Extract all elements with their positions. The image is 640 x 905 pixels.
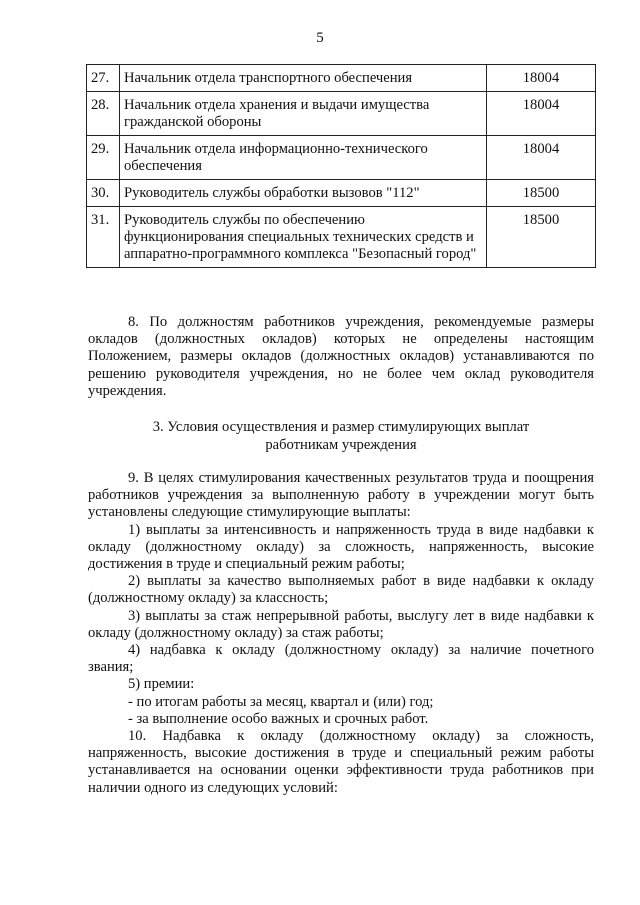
row-number: 31.: [87, 207, 120, 268]
list-item: 1) выплаты за интенсивность и напряженность труда в виде надбавки к окладу (должностному окладу) за сложность, напряженность, высокие достижения в труде и специальный режим работы;: [88, 521, 594, 573]
paragraph-8-block: [88, 314, 594, 400]
position-title: Руководитель службы по обеспечению функционирования специальных технических средств и аппаратно-программного комплекса "Безопасный город": [120, 207, 487, 268]
table-row: [87, 207, 596, 268]
list-item: 3) выплаты за стаж непрерывной работы, выслугу лет в виде надбавки к окладу (должностному окладу) за стаж работы;: [88, 607, 594, 641]
salary-value: 18500: [487, 180, 596, 207]
table-row: [87, 92, 596, 136]
row-number: 28.: [87, 92, 120, 136]
paragraph-9-intro: 9. В целях стимулирования качественных результатов труда и поощрения работников учреждения за выполненную работу в учреждении могут быть установлены следующие стимулирующие выплаты:: [88, 470, 594, 521]
table-row: [87, 136, 596, 180]
salary-value: 18500: [487, 207, 596, 268]
row-number: 30.: [87, 180, 120, 207]
section-heading-line-1: 3. Условия осуществления и размер стимулирующих выплат: [152, 419, 530, 435]
list-item: - за выполнение особо важных и срочных работ.: [128, 710, 429, 727]
paragraph-10: 10. Надбавка к окладу (должностному окладу) за сложность, напряженность, высокие достижения в труде и специальный режим работы устанавливается на основании оценки эффективности труда работников при наличии одного из следующих условий:: [88, 728, 594, 796]
list-item: - по итогам работы за месяц, квартал и (или) год;: [128, 693, 434, 710]
section-heading: [88, 418, 594, 454]
salary-value: 18004: [487, 136, 596, 180]
salary-value: 18004: [487, 92, 596, 136]
list-item: 4) надбавка к окладу (должностному окладу) за наличие почетного звания;: [88, 642, 594, 676]
section-heading-line-2: работникам учреждения: [265, 437, 417, 453]
position-title: Начальник отдела транспортного обеспечения: [120, 65, 487, 92]
position-title: Руководитель службы обработки вызовов "112": [120, 180, 487, 207]
table-row: [87, 180, 596, 207]
paragraph-8: 8. По должностям работников учреждения, рекомендуемые размеры окладов (должностных окладов) которых не определены настоящим Положением, размеры окладов (должностных окладов) устанавливаются по решению руководителя учреждения, но не более чем оклад руководителя учреждения.: [88, 314, 594, 399]
table-row: [87, 65, 596, 92]
list-item: 2) выплаты за качество выполняемых работ в виде надбавки к окладу (должностному окладу) за классность;: [88, 573, 594, 607]
list-item: 5) премии:: [128, 676, 195, 693]
paragraph-9-block: [88, 470, 594, 797]
salary-value: 18004: [487, 65, 596, 92]
row-number: 29.: [87, 136, 120, 180]
salary-table: [86, 64, 596, 268]
position-title: Начальник отдела хранения и выдачи имущества гражданской обороны: [120, 92, 487, 136]
page-number: 5: [316, 30, 324, 46]
position-title: Начальник отдела информационно-технического обеспечения: [120, 136, 487, 180]
row-number: 27.: [87, 65, 120, 92]
